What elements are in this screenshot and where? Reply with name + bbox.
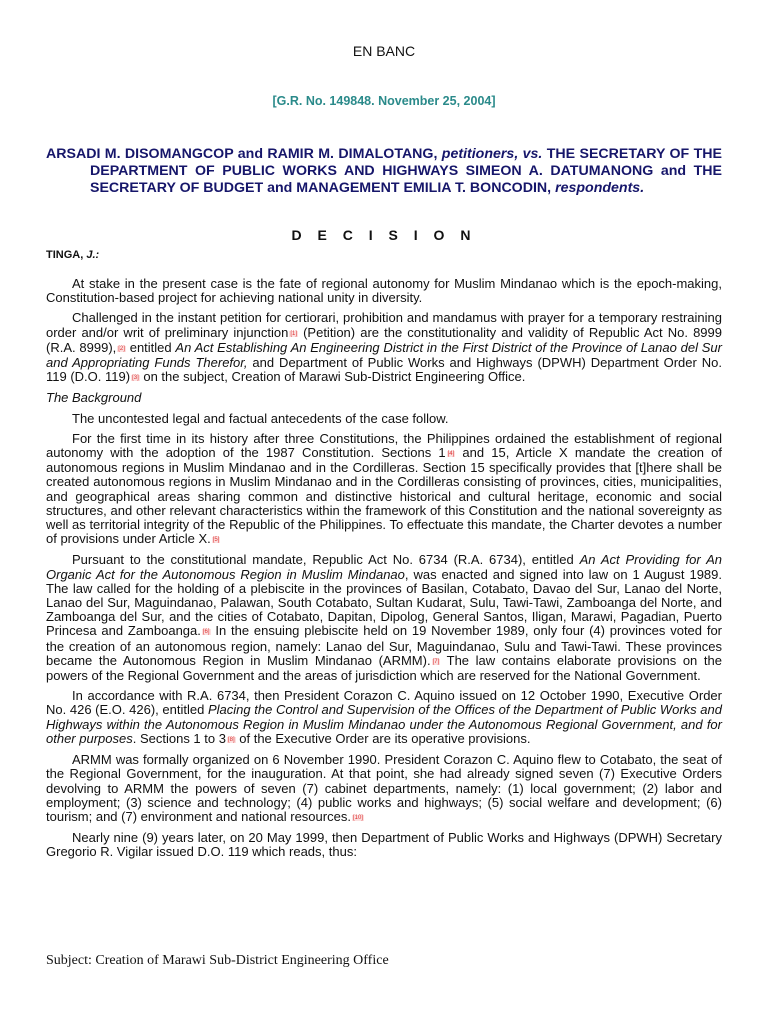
text: on the subject, Creation of Marawi Sub-District Engineering Office. <box>139 369 526 385</box>
footnote-link[interactable]: [2] <box>118 345 125 352</box>
respondents-label: respondents. <box>555 180 645 196</box>
section-heading <box>46 391 722 405</box>
paragraph <box>46 412 722 426</box>
text: . Sections 1 to 3 <box>132 730 226 746</box>
text: In the ensuing plebiscite held on 19 November 1989, only four (4) provinces voted for the creation of an autonomous region, namely: Lanao del Sur, Maguindanao, Sulu and Tawi-Tawi. These provinces became the Autonomous Region in Muslim Mindanao (ARMM). <box>46 623 722 668</box>
paragraph <box>46 553 722 683</box>
italic-text: Placing the Control and Supervision of the Offices of the Department of Public Works and Highways within the Autonomous Region in Muslim Mindanao under the Autonomous Regional Government, and for other purposes <box>46 702 722 746</box>
petitioners-label: petitioners, vs. <box>441 146 543 162</box>
decision-body <box>46 277 722 866</box>
respondents: THE SECRETARY OF THE DEPARTMENT OF PUBLIC WORKS AND HIGHWAYS SIMEON A. DATUMANONG and THE SECRETARY OF BUDGET and MANAGEMENT EMILIA T. BONCODIN, <box>90 146 722 196</box>
text: The Background <box>46 390 142 406</box>
text: , was enacted and signed into law on 1 August 1989. The law called for the holding of a plebiscite in the provinces of Basilan, Cotabato, Davao del Sur, Lanao del Norte, Lanao del Sur, Maguindanao, Palawan, South Cotabato, Sultan Kudarat, Sulu, Tawi-Tawi, Zamboanga del Norte, and Zamboanga del Sur, and the cities of Cotabato, Dapitan, Dipolog, General Santos, Iligan, Marawi, Pagadian, Puerto Princesa and Zamboanga. <box>46 566 722 639</box>
case-number: [G.R. No. 149848. November 25, 2004] <box>272 94 496 108</box>
subject-line: Subject: Creation of Marawi Sub-District Engineering Office <box>46 953 389 968</box>
text: The law contains elaborate provisions on the powers of the Regional Government and the areas of jurisdiction which are reserved for the National Government. <box>46 652 722 684</box>
footnote-link[interactable]: [10] <box>352 814 363 821</box>
text: of the Executive Order are its operative provisions. <box>235 730 531 746</box>
footnote-link[interactable]: [7] <box>432 658 440 665</box>
footnote-link[interactable]: [4] <box>447 451 455 458</box>
paragraph <box>46 831 722 859</box>
text: entitled <box>125 339 176 355</box>
paragraph <box>46 753 722 825</box>
text: and Department of Public Works and Highways (DPWH) Department Order No. 119 (D.O. 119) <box>46 355 723 385</box>
paragraph <box>46 311 722 385</box>
paragraph <box>46 277 722 305</box>
paragraph <box>46 689 722 747</box>
italic-text: An Act Establishing An Engineering District in the First District of the Province of Lanao del Sur and Appropriating Funds Therefor, <box>46 339 722 371</box>
text: In accordance with R.A. 6734, then President Corazon C. Aquino issued on 12 October 1990, Executive Order No. 426 (E.O. 426), entitled <box>46 688 722 718</box>
footnote-link[interactable]: [3] <box>132 375 139 382</box>
text: Challenged in the instant petition for certiorari, prohibition and mandamus with prayer for a temporary restraining order and/or writ of preliminary injunction <box>46 310 722 340</box>
footnote-link[interactable]: [1] <box>290 330 297 337</box>
petitioners: ARSADI M. DISOMANGCOP and RAMIR M. DIMALOTANG, <box>46 146 438 162</box>
text: and 15, Article X mandate the creation of autonomous regions in Muslim Mindanao and in the Cordilleras. Section 15 specifically provides that [t]here shall be created autonomous regions in Muslim Mindanao and in the Cordilleras consisting of provinces, cities, municipalities, and geographical areas sharing common and distinctive historical and cultural heritage, economic and social structures, and other relevant characteristics within the framework of this Constitution and the national sovereignty as well as territorial integrity of the Republic of the Philippines. To effectuate this mandate, the Charter devotes a number of provisions under Article X. <box>46 445 723 547</box>
footnote-link[interactable]: [8] <box>227 736 235 743</box>
ponente <box>46 249 99 261</box>
decision-heading: D E C I S I O N <box>291 227 477 243</box>
text: The uncontested legal and factual antecedents of the case follow. <box>72 410 449 426</box>
ponente-name: TINGA, <box>46 249 84 261</box>
text: ARMM was formally organized on 6 November 1990. President Corazon C. Aquino flew to Cotabato, the seat of the Regional Government, for the inauguration. At that point, she had already signed seven (7) Executive Orders devolving to ARMM the powers of seven (7) cabinet departments, namely: (1) local government; (2) labor and employment; (3) science and technology; (4) public works and highways; (5) social welfare and development; (6) tourism; and (7) environment and national resources. <box>46 752 722 824</box>
text: (Petition) are the constitutionality and validity of Republic Act No. 8999 (R.A. 8999), <box>46 324 722 355</box>
paragraph <box>46 432 722 548</box>
text: Nearly nine (9) years later, on 20 May 1999, then Department of Public Works and Highways (DPWH) Secretary Gregorio R. Vigilar issued D.O. 119 which reads, thus: <box>46 830 722 860</box>
text: For the first time in its history after three Constitutions, the Philippines ordained the establishment of regional autonomy with the adoption of the 1987 Constitution. Sections 1 <box>46 430 722 461</box>
italic-text: An Act Providing for An Organic Act for the Autonomous Region in Muslim Mindanao <box>46 552 722 582</box>
text: Pursuant to the constitutional mandate, Republic Act No. 6734 (R.A. 6734), entitled <box>72 552 580 568</box>
text: At stake in the present case is the fate of regional autonomy for Muslim Mindanao which is the epoch-making, Constitution-based project for achieving national unity in diversity. <box>46 276 722 306</box>
footnote-link[interactable]: [6] <box>202 629 210 636</box>
court-division: EN BANC <box>352 43 416 59</box>
case-title <box>46 146 722 197</box>
footnote-link[interactable]: [5] <box>212 537 220 544</box>
ponente-title: J.: <box>86 249 100 261</box>
